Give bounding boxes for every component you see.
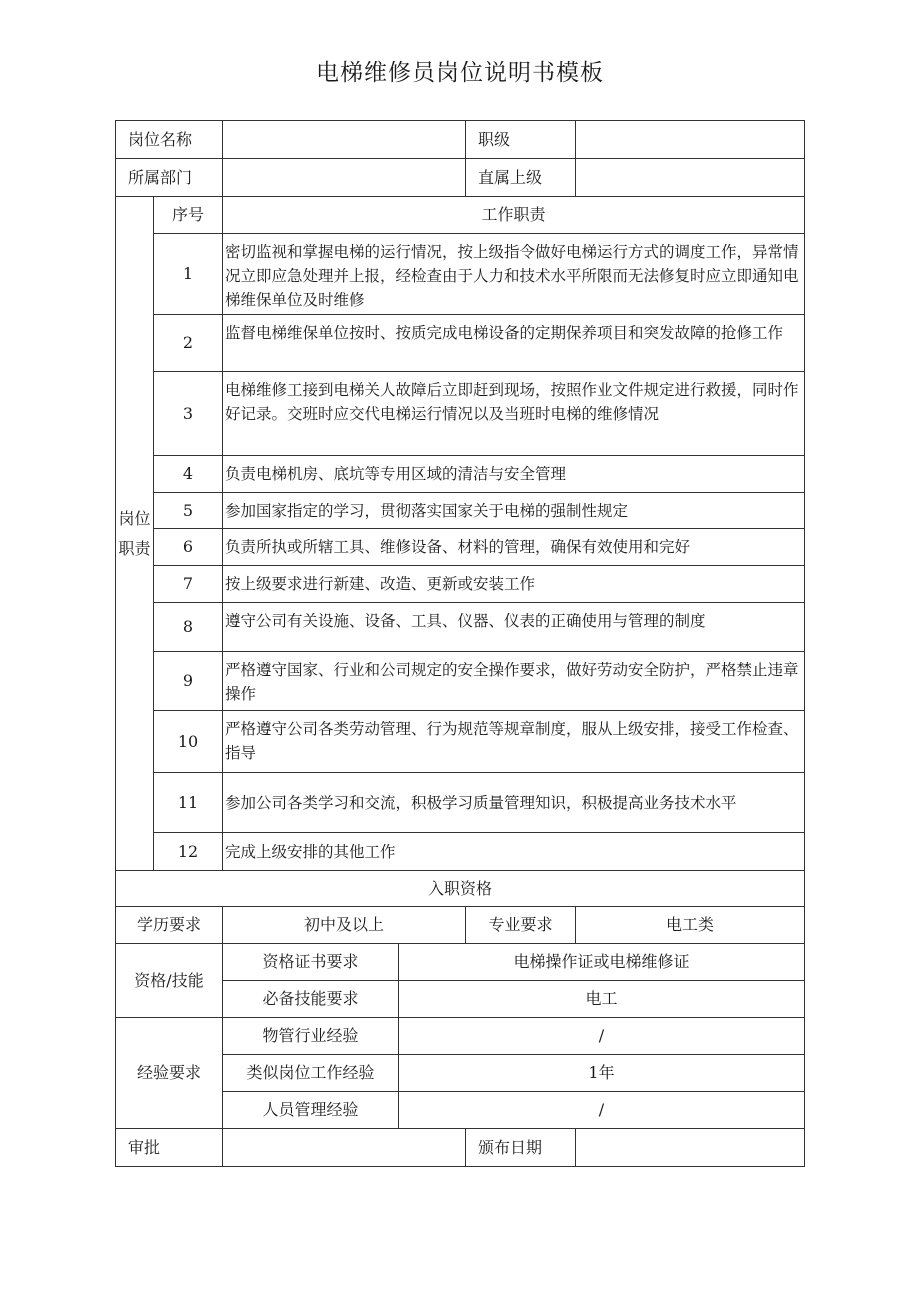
qualifications-table bbox=[115, 943, 805, 1129]
major-label: 专业要求 bbox=[466, 907, 576, 944]
property-exp-value: / bbox=[399, 1018, 805, 1055]
duty-text: 参加公司各类学习和交流，积极学习质量管理知识，积极提高业务技术水平 bbox=[223, 773, 805, 833]
duty-text: 严格遵守公司各类劳动管理、行为规范等规章制度，服从上级安排，接受工作检查、指导 bbox=[223, 711, 805, 773]
duties-section-label-line2: 职责 bbox=[118, 538, 151, 558]
duty-no: 9 bbox=[154, 652, 223, 711]
department-label: 所属部门 bbox=[116, 159, 223, 197]
skill-label: 必备技能要求 bbox=[223, 981, 399, 1018]
skill-group-label: 资格/技能 bbox=[116, 944, 223, 1018]
supervisor-label: 直属上级 bbox=[466, 159, 576, 197]
duty-text: 遵守公司有关设施、设备、工具、仪器、仪表的正确使用与管理的制度 bbox=[223, 603, 805, 652]
approval-label: 审批 bbox=[116, 1129, 223, 1167]
major-value: 电工类 bbox=[576, 907, 805, 944]
publish-date-field[interactable] bbox=[576, 1129, 805, 1167]
duty-no: 4 bbox=[154, 456, 223, 493]
duty-text: 完成上级安排的其他工作 bbox=[223, 833, 805, 871]
duties-content-header: 工作职责 bbox=[223, 197, 805, 234]
property-exp-label: 物管行业经验 bbox=[223, 1018, 399, 1055]
index-header: 序号 bbox=[154, 197, 223, 234]
certificate-value: 电梯操作证或电梯维修证 bbox=[399, 944, 805, 981]
duty-text: 负责所执或所辖工具、维修设备、材料的管理，确保有效使用和完好 bbox=[223, 529, 805, 566]
duty-text: 密切监视和掌握电梯的运行情况，按上级指令做好电梯运行方式的调度工作，异常情况立即应急处理并上报，经检查由于人力和技术水平所限而无法修复时应立即通知电梯维保单位及时维修 bbox=[223, 234, 805, 315]
duty-text: 电梯维修工接到电梯关人故障后立即赶到现场，按照作业文件规定进行救援，同时作好记录。交班时应交代电梯运行情况以及当班时电梯的维修情况 bbox=[223, 372, 805, 456]
mgmt-exp-label: 人员管理经验 bbox=[223, 1092, 399, 1129]
duty-no: 7 bbox=[154, 566, 223, 603]
similar-exp-label: 类似岗位工作经验 bbox=[223, 1055, 399, 1092]
education-value: 初中及以上 bbox=[223, 907, 466, 944]
duties-table bbox=[115, 120, 805, 944]
duty-text: 参加国家指定的学习，贯彻落实国家关于电梯的强制性规定 bbox=[223, 493, 805, 529]
mgmt-exp-value: / bbox=[399, 1092, 805, 1129]
qualifications-section-title: 入职资格 bbox=[116, 871, 805, 907]
page-title: 电梯维修员岗位说明书模板 bbox=[316, 60, 604, 86]
certificate-label: 资格证书要求 bbox=[223, 944, 399, 981]
duty-no: 12 bbox=[154, 833, 223, 871]
experience-group-label: 经验要求 bbox=[116, 1018, 223, 1129]
approval-table bbox=[115, 1128, 805, 1167]
job-description-form bbox=[115, 120, 805, 1167]
duty-no: 3 bbox=[154, 372, 223, 456]
duty-text: 按上级要求进行新建、改造、更新或安装工作 bbox=[223, 566, 805, 603]
duties-section-label bbox=[116, 197, 154, 871]
skill-value: 电工 bbox=[399, 981, 805, 1018]
duty-text: 负责电梯机房、底坑等专用区域的清洁与安全管理 bbox=[223, 456, 805, 493]
duty-text: 监督电梯维保单位按时、按质完成电梯设备的定期保养项目和突发故障的抢修工作 bbox=[223, 315, 805, 372]
publish-date-label: 颁布日期 bbox=[466, 1129, 576, 1167]
duty-no: 6 bbox=[154, 529, 223, 566]
approval-field[interactable] bbox=[223, 1129, 466, 1167]
duty-no: 8 bbox=[154, 603, 223, 652]
duty-text: 严格遵守国家、行业和公司规定的安全操作要求，做好劳动安全防护，严格禁止违章操作 bbox=[223, 652, 805, 711]
duties-section-label-line1: 岗位 bbox=[118, 508, 151, 528]
rank-label: 职级 bbox=[466, 121, 576, 159]
rank-field[interactable] bbox=[576, 121, 805, 159]
supervisor-field[interactable] bbox=[576, 159, 805, 197]
duty-no: 5 bbox=[154, 493, 223, 529]
duty-no: 2 bbox=[154, 315, 223, 372]
similar-exp-value: 1年 bbox=[399, 1055, 805, 1092]
duty-no: 10 bbox=[154, 711, 223, 773]
department-field[interactable] bbox=[223, 159, 466, 197]
position-name-label: 岗位名称 bbox=[116, 121, 223, 159]
education-label: 学历要求 bbox=[116, 907, 223, 944]
duty-no: 11 bbox=[154, 773, 223, 833]
position-name-field[interactable] bbox=[223, 121, 466, 159]
duty-no: 1 bbox=[154, 234, 223, 315]
